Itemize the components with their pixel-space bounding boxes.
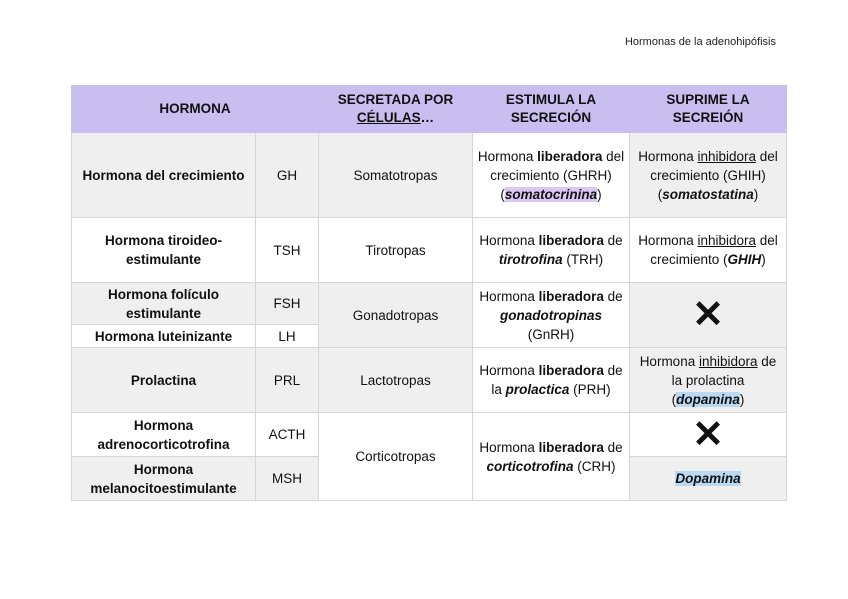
hormone-abbr: LH bbox=[256, 325, 319, 348]
secreting-cells: Tirotropas bbox=[319, 218, 473, 283]
stim-text-d: prolactica bbox=[505, 382, 570, 397]
header-estimula: ESTIMULA LA SECRECIÓN bbox=[473, 86, 630, 133]
stim-text-b: liberadora bbox=[538, 363, 604, 378]
table-row bbox=[72, 218, 787, 283]
stimulates-cell bbox=[473, 348, 630, 413]
hormone-abbr: TSH bbox=[256, 218, 319, 283]
stim-text-a: Hormona bbox=[479, 439, 539, 455]
supp-text-e: ) bbox=[761, 252, 766, 267]
hormone-abbr: PRL bbox=[256, 348, 319, 413]
supp-text-a: Hormona bbox=[638, 148, 698, 164]
stim-text-d: tirotrofina bbox=[498, 252, 563, 267]
table-header-row bbox=[72, 86, 787, 133]
supp-text-a: Hormona bbox=[638, 233, 698, 248]
table-row bbox=[72, 348, 787, 413]
secreting-cells: Gonadotropas bbox=[319, 283, 473, 348]
stim-text-a: Hormona bbox=[479, 288, 539, 304]
supp-text-d: dopamina bbox=[676, 391, 740, 407]
supp-text-c: del crecimiento ( bbox=[650, 233, 778, 267]
hormone-name: Hormona folículo estimulante bbox=[72, 283, 256, 325]
suppresses-cell bbox=[630, 218, 787, 283]
hormone-name: Hormona del crecimiento bbox=[72, 133, 256, 218]
table-row bbox=[72, 133, 787, 218]
header-ellipsis: … bbox=[420, 110, 435, 125]
hormone-name: Hormona tiroideo-estimulante bbox=[72, 218, 256, 283]
suppresses-cell bbox=[630, 457, 787, 501]
hormone-name: Prolactina bbox=[72, 348, 256, 413]
supp-text-e: ) bbox=[739, 391, 745, 407]
header-secretada bbox=[319, 86, 473, 133]
supp-text-d: somatostatina bbox=[662, 186, 754, 202]
hormone-abbr: MSH bbox=[256, 457, 319, 501]
suppresses-cell bbox=[630, 413, 787, 457]
header-secretada-text: SECRETADA POR bbox=[337, 92, 454, 107]
supp-text-d: GHIH bbox=[727, 252, 762, 267]
stimulates-cell bbox=[473, 283, 630, 348]
supp-text-e: ) bbox=[753, 186, 759, 202]
stimulates-cell bbox=[473, 218, 630, 283]
hormone-abbr: GH bbox=[256, 133, 319, 218]
hormone-abbr: FSH bbox=[256, 283, 319, 325]
stim-text-b: liberadora bbox=[538, 439, 604, 455]
supp-text-c: del crecimiento (GHIH) ( bbox=[650, 148, 778, 202]
secreting-cells: Somatotropas bbox=[319, 133, 473, 218]
stim-text-e: (CRH) bbox=[573, 458, 616, 474]
supp-text-c: de la prolactina ( bbox=[671, 353, 777, 407]
hormone-abbr: ACTH bbox=[256, 413, 319, 457]
secreting-cells: Corticotropas bbox=[319, 413, 473, 501]
header-cells-text: CÉLULAS bbox=[356, 110, 421, 125]
stim-text-e: ) bbox=[597, 186, 602, 202]
stim-text-e: (GnRH) bbox=[527, 326, 575, 342]
stimulates-cell bbox=[473, 413, 630, 501]
hormones-table bbox=[71, 85, 787, 501]
document-title: Hormonas de la adenohipófisis bbox=[624, 36, 776, 48]
hormone-name: Hormona luteinizante bbox=[72, 325, 256, 348]
stim-text-b: liberadora bbox=[537, 148, 603, 164]
table-row bbox=[72, 413, 787, 457]
hormone-name: Hormona melanocitoestimulante bbox=[72, 457, 256, 501]
stim-text-d: corticotrofina bbox=[486, 458, 574, 474]
stim-text-c: de la bbox=[491, 363, 623, 397]
hormone-name: Hormona adrenocorticotrofina bbox=[72, 413, 256, 457]
stimulates-cell bbox=[473, 133, 630, 218]
suppresses-cell bbox=[630, 133, 787, 218]
stim-text-a: Hormona bbox=[477, 148, 538, 164]
cross-icon: ✕ bbox=[692, 413, 724, 456]
stim-text-c: de bbox=[603, 233, 623, 248]
table-row bbox=[72, 283, 787, 325]
stim-text-b: liberadora bbox=[538, 233, 604, 248]
secreting-cells: Lactotropas bbox=[319, 348, 473, 413]
supp-text-a: Hormona bbox=[639, 353, 699, 369]
supp-dopamina: Dopamina bbox=[675, 471, 741, 486]
supp-text-b: inhibidora bbox=[697, 233, 757, 248]
stim-text-d: somatocrinina bbox=[504, 186, 598, 202]
cross-icon: ✕ bbox=[692, 294, 724, 336]
header-suprime: SUPRIME LA SECREIÓN bbox=[630, 86, 787, 133]
header-hormona: HORMONA bbox=[72, 86, 319, 133]
stim-text-c: de bbox=[603, 288, 623, 304]
stim-text-b: liberadora bbox=[538, 288, 604, 304]
stim-text-e: (TRH) bbox=[562, 252, 604, 267]
stim-text-c: del crecimiento (GHRH) ( bbox=[490, 148, 625, 202]
suppresses-cell bbox=[630, 283, 787, 348]
supp-text-b: inhibidora bbox=[697, 148, 757, 164]
stim-text-d: gonadotropinas bbox=[500, 307, 602, 323]
stim-text-c: de bbox=[603, 439, 623, 455]
supp-text-b: inhibidora bbox=[698, 353, 758, 369]
suppresses-cell bbox=[630, 348, 787, 413]
stim-text-e: (PRH) bbox=[569, 382, 611, 397]
stim-text-a: Hormona bbox=[479, 233, 539, 248]
stim-text-a: Hormona bbox=[479, 363, 539, 378]
